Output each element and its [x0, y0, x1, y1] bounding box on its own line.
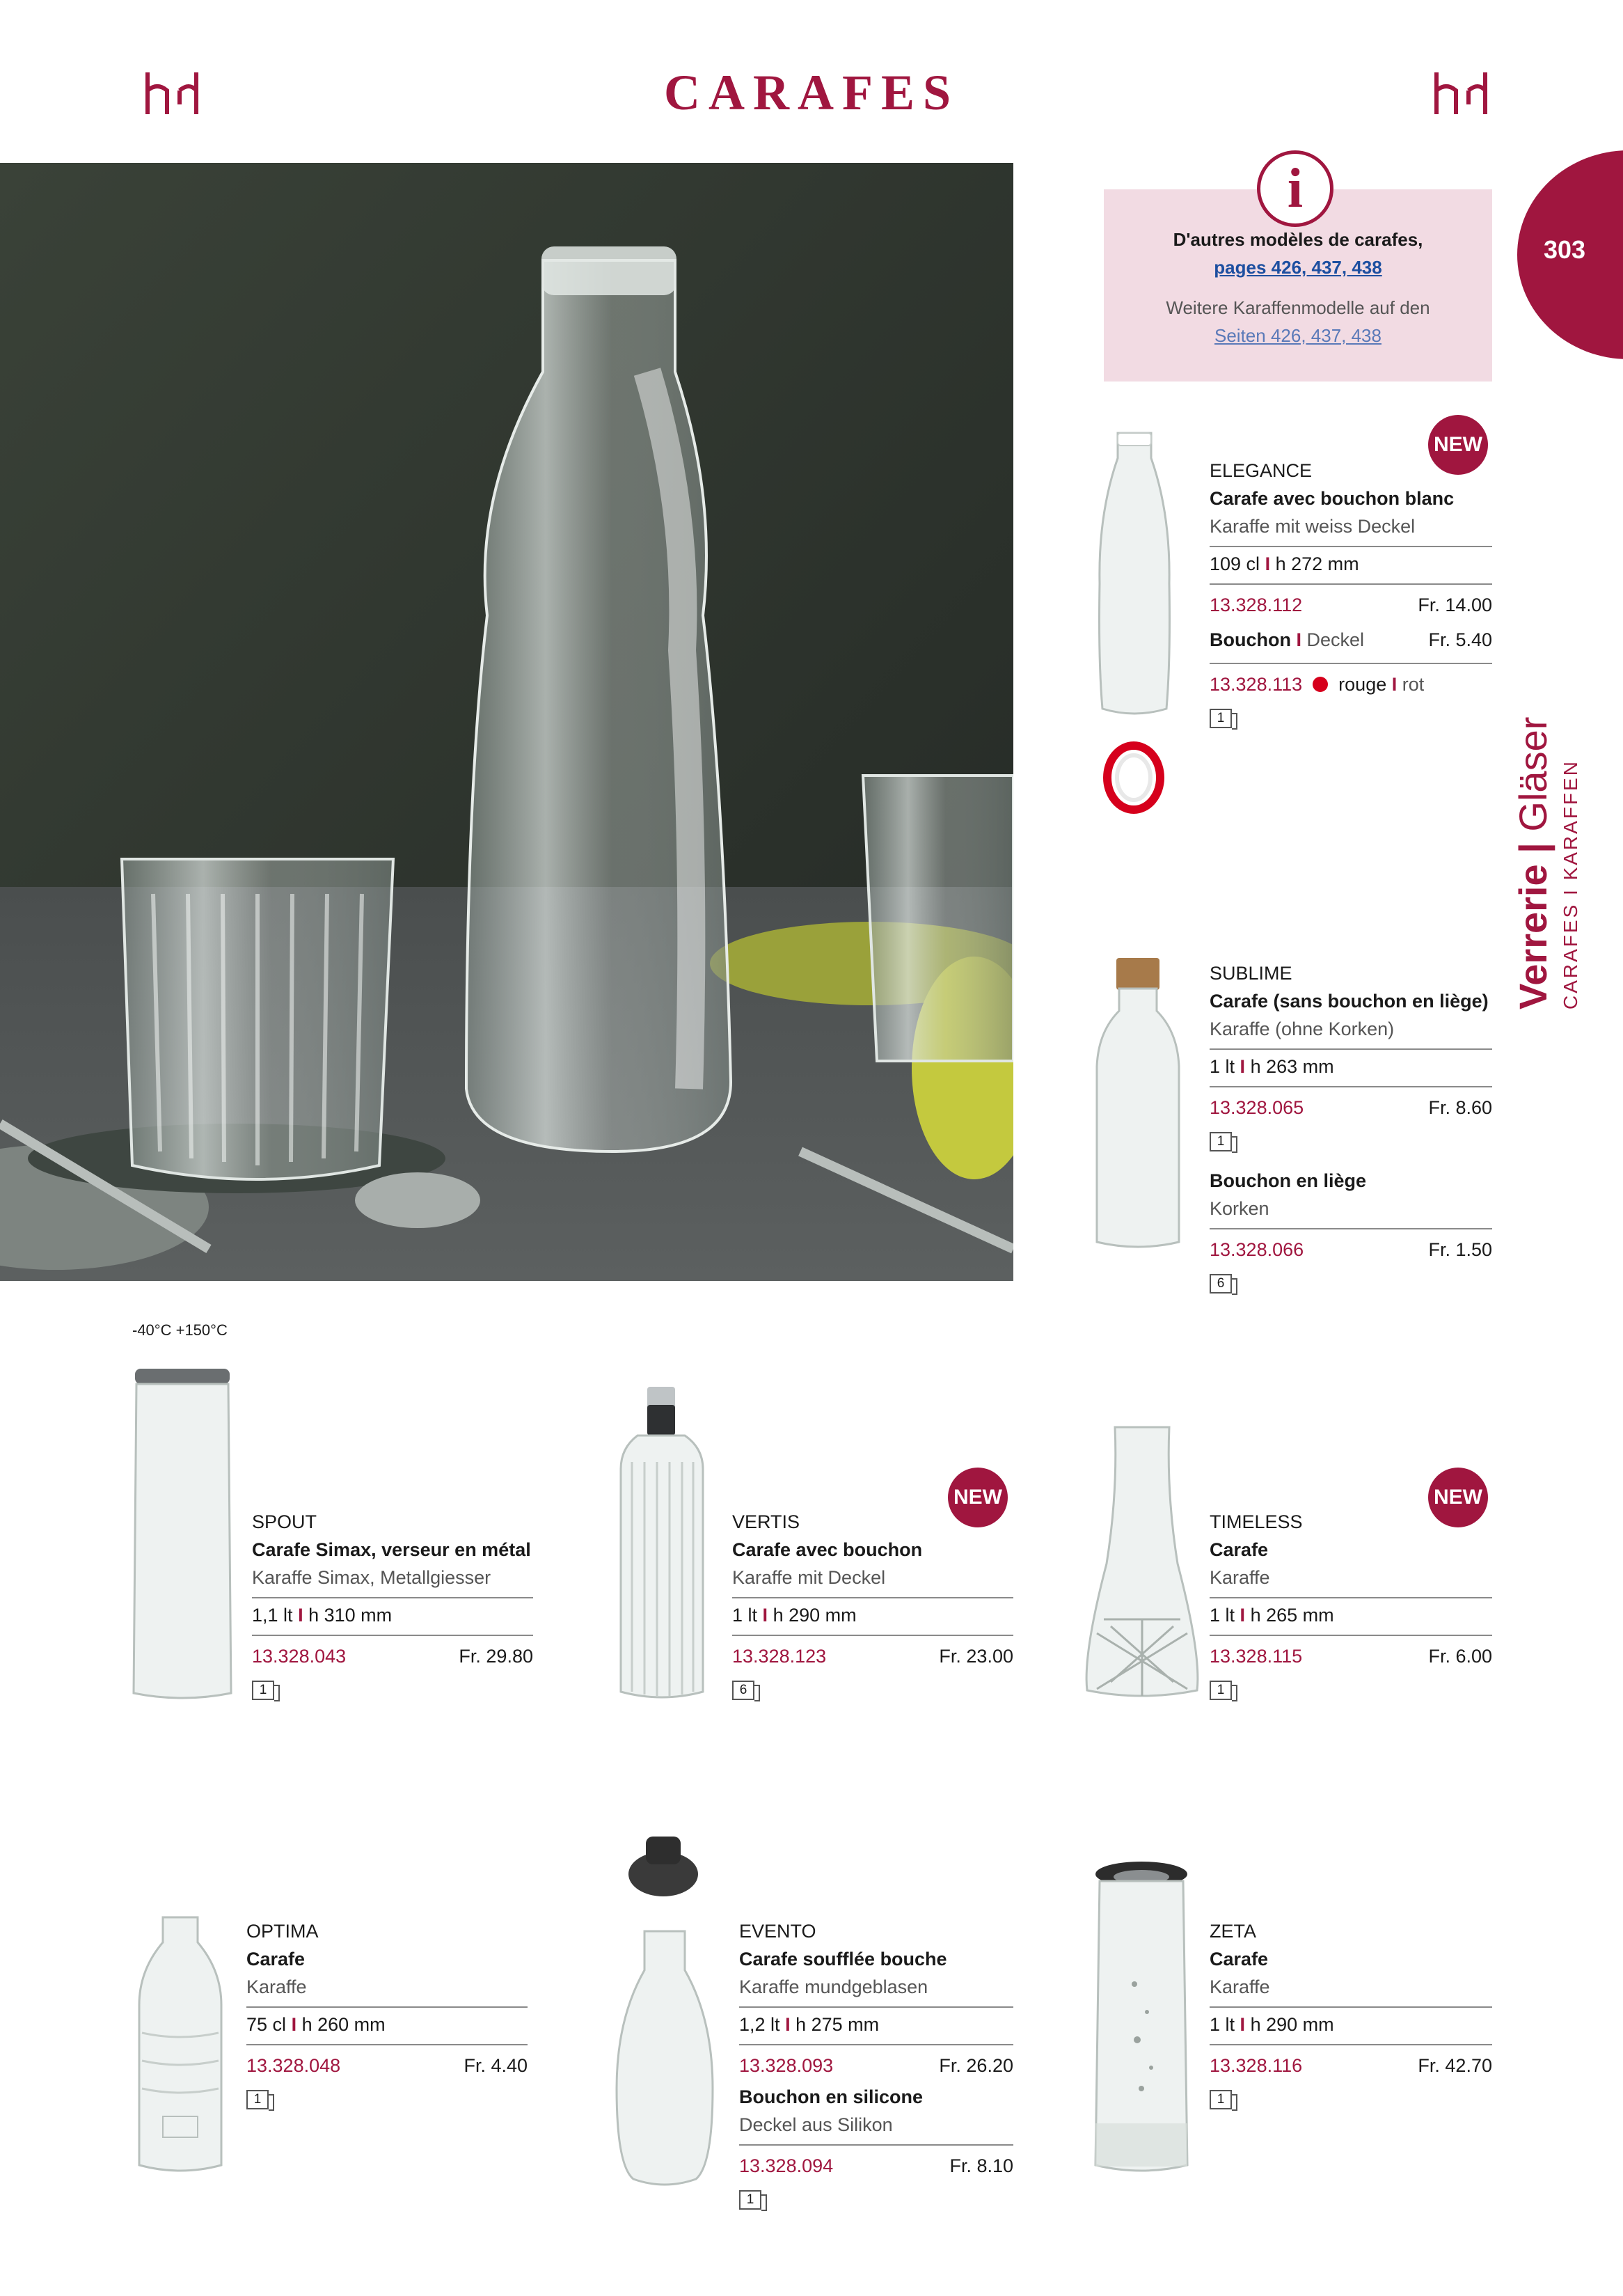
evento-stopper-image — [625, 1831, 702, 1901]
product-specs: 1,2 lt I h 275 mm — [739, 2014, 880, 2035]
product-price: Fr. 8.60 — [1428, 1097, 1492, 1118]
product-specs: 1,1 lt I h 310 mm — [252, 1605, 393, 1626]
accessory-name-de: Deckel — [1306, 629, 1365, 650]
side-title-de: Gläser — [1511, 716, 1555, 832]
product-timeless — [1210, 1508, 1492, 1701]
product-specs: 109 cl I h 272 mm — [1210, 553, 1359, 574]
evento-carafe-image — [612, 1928, 717, 2193]
product-desc-de: Karaffe — [1210, 1976, 1270, 1997]
timeless-carafe-image — [1083, 1424, 1201, 1703]
info-fr-pages-link[interactable]: pages 426, 437, 438 — [1214, 257, 1382, 278]
product-code: 13.328.043 — [252, 1646, 347, 1667]
product-price: Fr. 4.40 — [464, 2055, 528, 2076]
accessory-price: Fr. 8.10 — [949, 2155, 1013, 2176]
product-desc-fr: Carafe Simax, verseur en métal — [252, 1539, 531, 1560]
product-code: 13.328.123 — [732, 1646, 827, 1667]
red-color-dot — [1313, 677, 1328, 692]
pack-qty-icon: 1 — [739, 2190, 761, 2210]
product-specs: 1 lt I h 265 mm — [1210, 1605, 1334, 1626]
product-desc-de: Karaffe mundgeblasen — [739, 1976, 928, 1997]
pack-qty-icon: 1 — [1210, 709, 1232, 728]
pack-qty-icon: 1 — [252, 1681, 274, 1700]
side-divider: | — [1511, 842, 1555, 854]
product-name: OPTIMA — [246, 1921, 319, 1942]
info-de-pages-link[interactable]: Seiten 426, 437, 438 — [1214, 325, 1381, 346]
accessory-price: Fr. 1.50 — [1428, 1239, 1492, 1260]
accessory-name-fr: Bouchon en liège — [1210, 1170, 1367, 1191]
vertis-carafe-image — [617, 1385, 707, 1706]
elegance-red-stopper-image — [1102, 739, 1165, 816]
zeta-carafe-image — [1093, 1859, 1190, 2179]
accessory-name-fr: Bouchon en silicone — [739, 2086, 924, 2107]
accessory-code: 13.328.066 — [1210, 1239, 1304, 1260]
new-badge-vertis: NEW — [948, 1468, 1008, 1527]
product-vertis — [732, 1508, 1013, 1701]
info-fr-line: D'autres modèles de carafes, — [1173, 229, 1423, 250]
sublime-carafe-image — [1093, 955, 1183, 1255]
product-code: 13.328.048 — [246, 2055, 341, 2076]
side-subtitle: CARAFES I KARAFFEN — [1560, 760, 1581, 1009]
product-price: Fr. 23.00 — [939, 1646, 1013, 1667]
product-price: Fr. 26.20 — [939, 2055, 1013, 2076]
product-spout — [252, 1508, 533, 1701]
product-evento — [739, 1917, 1013, 2211]
product-name: TIMELESS — [1210, 1511, 1303, 1532]
pack-qty-icon: 1 — [1210, 1132, 1232, 1151]
temperature-note: -40°C +150°C — [132, 1321, 228, 1339]
product-code: 13.328.065 — [1210, 1097, 1304, 1118]
product-desc-fr: Carafe (sans bouchon en liège) — [1210, 991, 1489, 1012]
page-number: 303 — [1544, 235, 1586, 264]
product-price: Fr. 14.00 — [1418, 595, 1492, 615]
product-optima — [246, 1917, 528, 2111]
product-desc-de: Karaffe mit weiss Deckel — [1210, 516, 1416, 537]
product-name: ZETA — [1210, 1921, 1256, 1942]
product-desc-fr: Carafe — [1210, 1539, 1269, 1560]
product-desc-fr: Carafe avec bouchon blanc — [1210, 488, 1455, 509]
pack-qty-icon: 1 — [1210, 1681, 1232, 1700]
product-specs: 75 cl I h 260 mm — [246, 2014, 386, 2035]
elegance-carafe-image — [1093, 430, 1176, 723]
product-desc-de: Karaffe — [1210, 1567, 1270, 1588]
product-specs: 1 lt I h 290 mm — [1210, 2014, 1334, 2035]
product-desc-de: Karaffe — [246, 1976, 307, 1997]
hero-photo — [0, 163, 1013, 1281]
product-code: 13.328.112 — [1210, 595, 1303, 615]
product-name: SUBLIME — [1210, 963, 1292, 984]
new-badge-elegance: NEW — [1428, 415, 1488, 475]
spout-carafe-image — [129, 1366, 234, 1707]
product-code: 13.328.115 — [1210, 1646, 1303, 1667]
product-code: 13.328.116 — [1210, 2055, 1303, 2076]
product-elegance: ELEGANCE Carafe avec bouchon blanc Karaffe mit weiss Deckel 109 cl I h 272 mm 13.328.112 Fr. 14.00 Bouchon I Deckel Fr. 5.40 13.328.113 rouge I rot 1 — [1210, 457, 1492, 730]
product-name: ELEGANCE — [1210, 460, 1313, 481]
side-title-fr: Verrerie — [1511, 864, 1555, 1009]
pack-qty-icon: 1 — [1210, 2090, 1232, 2109]
accessory-name-de: Deckel aus Silikon — [739, 2114, 893, 2135]
accessory-name-fr: Bouchon — [1210, 629, 1291, 650]
product-desc-de: Karaffe Simax, Metallgiesser — [252, 1567, 491, 1588]
pack-qty-icon: 6 — [1210, 1274, 1232, 1294]
product-desc-fr: Carafe soufflée bouche — [739, 1949, 947, 1969]
accessory-name-de: Korken — [1210, 1198, 1269, 1219]
product-desc-de: Karaffe (ohne Korken) — [1210, 1019, 1395, 1039]
product-price: Fr. 6.00 — [1428, 1646, 1492, 1667]
product-code: 13.328.093 — [739, 2055, 834, 2076]
accessory-code: 13.328.094 — [739, 2155, 834, 2176]
page-title: CARAFES — [663, 65, 960, 120]
pack-qty-icon: 6 — [732, 1681, 754, 1700]
info-icon: i — [1257, 150, 1333, 227]
side-section-label — [1510, 717, 1582, 1009]
optima-carafe-image — [135, 1914, 225, 2179]
new-badge-timeless: NEW — [1428, 1468, 1488, 1527]
product-zeta — [1210, 1917, 1492, 2111]
product-name: SPOUT — [252, 1511, 317, 1532]
product-desc-de: Karaffe mit Deckel — [732, 1567, 886, 1588]
product-specs: 1 lt I h 290 mm — [732, 1605, 857, 1626]
product-desc-fr: Carafe avec bouchon — [732, 1539, 923, 1560]
product-desc-fr: Carafe — [246, 1949, 306, 1969]
product-sublime — [1210, 959, 1492, 1295]
accessory-code: 13.328.113 — [1210, 674, 1303, 695]
product-desc-fr: Carafe — [1210, 1949, 1269, 1969]
accessory-price: Fr. 5.40 — [1428, 629, 1492, 650]
product-specs: 1 lt I h 263 mm — [1210, 1056, 1334, 1077]
product-name: VERTIS — [732, 1511, 800, 1532]
product-price: Fr. 29.80 — [459, 1646, 533, 1667]
product-name: EVENTO — [739, 1921, 816, 1942]
info-de-line: Weitere Karaffenmodelle auf den — [1166, 297, 1430, 318]
pack-qty-icon: 1 — [246, 2090, 269, 2109]
product-price: Fr. 42.70 — [1418, 2055, 1492, 2076]
